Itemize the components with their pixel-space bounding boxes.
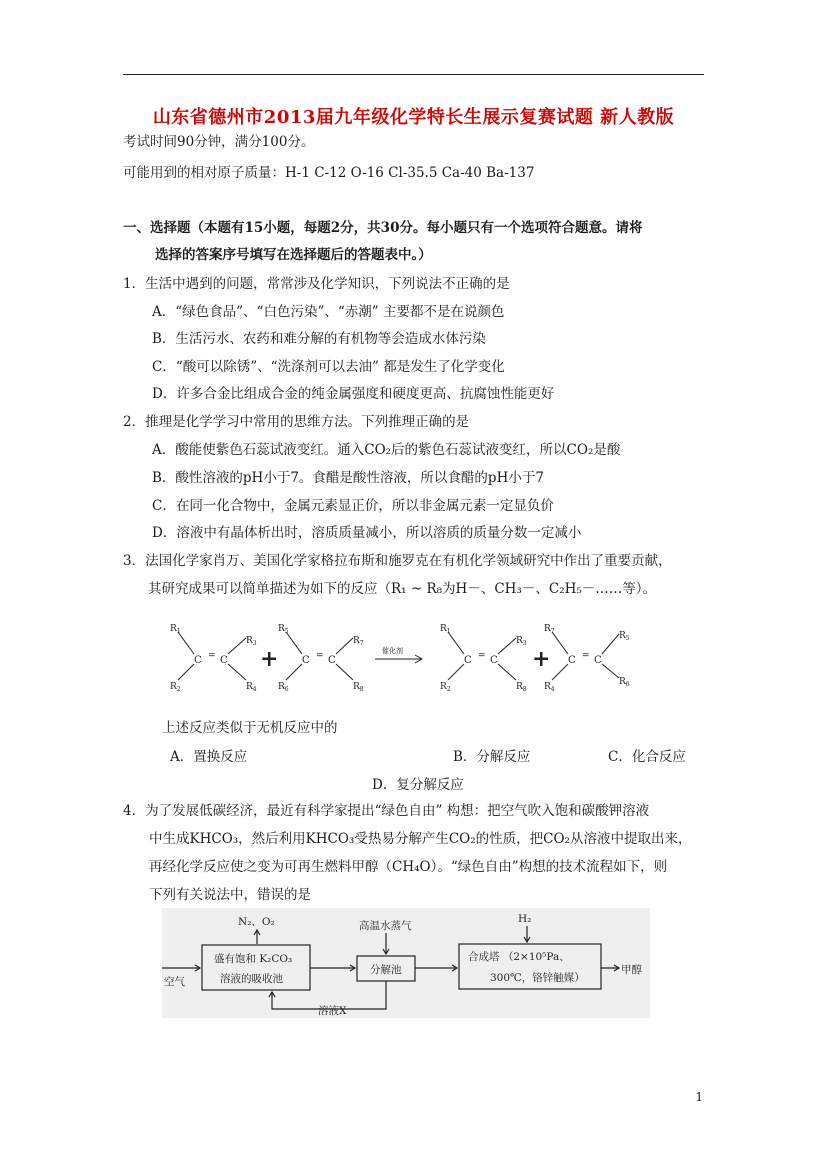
q2-option-b: B．酸性溶液的pH小于7。食醋是酸性溶液，所以食醋的pH小于7 xyxy=(152,470,544,486)
process-flow-diagram xyxy=(162,908,650,1018)
q1-option-a: A．“绿色食品”、“白色污染”、“赤潮” 主要都不是在说颜色 xyxy=(152,304,505,320)
atomic-mass-line: 可能用到的相对原子质量：H-1 C-12 O-16 Cl-35.5 Ca-40 Ba-137 xyxy=(123,165,535,181)
svg-text:C: C xyxy=(568,655,576,666)
q1-stem: 1．生活中遇到的问题，常常涉及化学知识，下列说法不正确的是 xyxy=(123,276,510,292)
q1-option-b: B．生活污水、农药和难分解的有机物等会造成水体污染 xyxy=(152,331,486,347)
svg-text:=: = xyxy=(316,651,324,661)
document-title: 山东省德州市2013届九年级化学特长生展示复赛试题 新人教版 xyxy=(152,107,675,128)
p-r7-label: $R_7$ xyxy=(544,624,555,635)
r1-label: $R_1$ xyxy=(170,624,181,635)
reaction-equation xyxy=(160,616,660,696)
header-rule xyxy=(123,74,704,75)
q3-option-a: A．置换反应 xyxy=(170,749,248,765)
synthesis-label-2: 300℃，铬锌触媒） xyxy=(490,972,585,984)
svg-text:C: C xyxy=(464,655,472,666)
svg-text:C: C xyxy=(328,655,336,666)
q3-stem-line1: 3．法国化学家肖万、美国化学家格拉布斯和施罗克在有机化学领域研究中作出了重要贡献， xyxy=(123,553,672,569)
catalyst-label: 催化剂 xyxy=(382,647,403,655)
absorber-label-2: 溶液的吸收池 xyxy=(220,973,283,985)
section1-heading-line1: 一、选择题（本题有15小题，每题2分，共30分。每小题只有一个选项符合题意。请将 xyxy=(123,220,643,236)
p-r6-label: $R_6$ xyxy=(619,677,630,688)
plus-sign: + xyxy=(260,646,279,672)
q3-option-b: B．分解反应 xyxy=(453,749,531,765)
r8-label: $R_8$ xyxy=(353,682,364,693)
plus-sign: + xyxy=(532,646,551,672)
q1-option-c: C．“酸可以除锈”、“洗涤剂可以去油” 都是发生了化学变化 xyxy=(152,359,505,375)
svg-text:=: = xyxy=(478,651,486,661)
svg-text:C: C xyxy=(490,655,498,666)
svg-text:C: C xyxy=(220,655,228,666)
p-r2-label: $R_2$ xyxy=(440,682,451,693)
q4-stem-line4: 下列有关说法中，错误的是 xyxy=(149,887,311,903)
r7-label: $R_7$ xyxy=(353,636,364,647)
q3-after-text: 上述反应类似于无机反应中的 xyxy=(162,720,338,736)
q2-option-a: A．酸能使紫色石蕊试液变红。通入CO₂后的紫色石蕊试液变红，所以CO₂是酸 xyxy=(152,442,621,458)
decomposer-label: 分解池 xyxy=(370,964,402,976)
r6-label: $R_6$ xyxy=(278,682,289,693)
q2-stem: 2．推理是化学学习中常用的思维方法。下列推理正确的是 xyxy=(123,414,470,430)
q3-option-d: D．复分解反应 xyxy=(372,777,464,793)
r5-label: $R_5$ xyxy=(278,624,289,635)
svg-text:=: = xyxy=(582,651,590,661)
q1-option-d: D．许多合金比组成合金的纯金属强度和硬度更高、抗腐蚀性能更好 xyxy=(152,386,555,402)
section1-heading-line2: 选择的答案序号填写在选择题后的答题表中。） xyxy=(155,247,432,263)
solution-x-label: 溶液X xyxy=(318,1005,347,1017)
steam-label: 高温水蒸气 xyxy=(359,920,412,932)
q4-stem-line3: 再经化学反应使之变为可再生燃料甲醇（CH₄O）。“绿色自由”构想的技术流程如下，则 xyxy=(149,859,668,875)
absorber-label-1: 盛有饱和 K₂CO₃ xyxy=(214,953,293,965)
svg-text:=: = xyxy=(208,651,216,661)
n2-o2-label: N₂、O₂ xyxy=(238,916,275,928)
svg-text:C: C xyxy=(194,655,202,666)
q3-option-c: C．化合反应 xyxy=(608,749,686,765)
q2-option-d: D．溶液中有晶体析出时，溶质质量减小，所以溶质的质量分数一定减小 xyxy=(152,525,582,541)
q4-stem-line2: 中生成KHCO₃，然后利用KHCO₃受热易分解产生CO₂的性质，把CO₂从溶液中提取出来， xyxy=(149,831,692,847)
h2-label: H₂ xyxy=(518,913,532,925)
exam-time: 考试时间90分钟，满分100分。 xyxy=(123,134,315,150)
q3-stem-line2: 其研究成果可以简单描述为如下的反应（R₁ ~ R₈为H－、CH₃－、C₂H₅－……等）。 xyxy=(148,581,657,597)
p-r3-label: $R_3$ xyxy=(516,636,527,647)
p-r4-label: $R_4$ xyxy=(544,682,555,693)
p-r1-label: $R_1$ xyxy=(440,624,451,635)
r4-label: $R_4$ xyxy=(246,682,257,693)
synthesis-label-1: 合成塔 （2×10⁵Pa、 xyxy=(468,951,570,963)
q4-stem-line1: 4．为了发展低碳经济，最近有科学家提出“绿色自由” 构想：把空气吹入饱和碳酸钾溶液 xyxy=(123,803,650,819)
q2-option-c: C．在同一化合物中，金属元素显正价，所以非金属元素一定显负价 xyxy=(152,498,554,514)
air-label: 空气 xyxy=(164,976,185,988)
page-number: 1 xyxy=(695,1090,703,1104)
methanol-label: 甲醇 xyxy=(621,964,642,976)
r3-label: $R_3$ xyxy=(246,636,257,647)
svg-text:C: C xyxy=(594,655,602,666)
p-r8-label: $R_8$ xyxy=(516,682,527,693)
svg-text:C: C xyxy=(302,655,310,666)
p-r5-label: $R_5$ xyxy=(619,631,630,642)
r2-label: $R_2$ xyxy=(170,682,181,693)
